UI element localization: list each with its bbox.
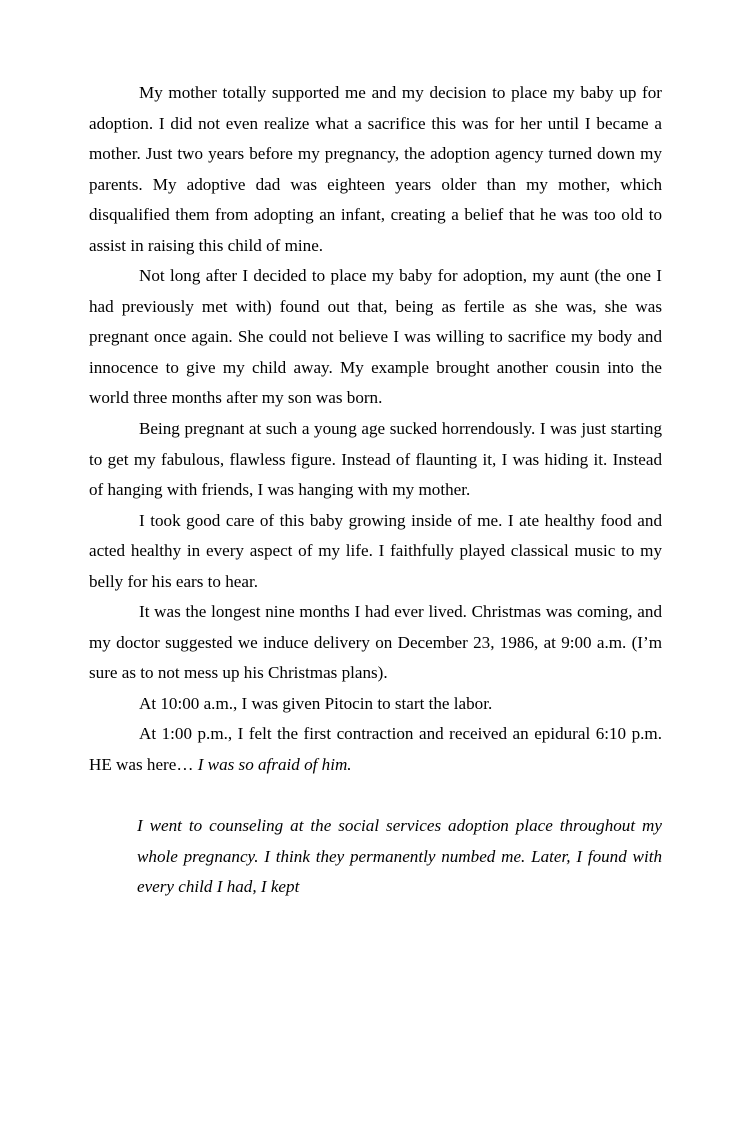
paragraph-mother-supported: My mother totally supported me and my decision to place my baby up for adoption. I did not even realize what a sacrifice this was for her until I became a mother. Just two years before my pregnancy, the adoption agency turned down my parents. My adoptive dad was eighteen years older than my mother, which disqualified them from adopting an infant, creating a belief that he was too old to assist in raising this child of mine. bbox=[89, 83, 662, 255]
paragraph-being-pregnant: Being pregnant at such a young age sucked horrendously. I was just starting to get my fabulous, flawless figure. Instead of flaunting it, I was hiding it. Instead of hanging with friends, I was hanging with my mother. bbox=[89, 419, 662, 500]
paragraph-aunt-pregnant: Not long after I decided to place my baby for adoption, my aunt (the one I had previously met with) found out that, being as fertile as she was, she was pregnant once again. She could not believe I was willing to sacrifice my body and innocence to give my child away. My example brought another cousin into the world three months after my son was born. bbox=[89, 266, 662, 408]
paragraph-good-care: I took good care of this baby growing inside of me. I ate healthy food and acted healthy in every aspect of my life. I faithfully played classical music to my belly for his ears to hear. bbox=[89, 510, 662, 591]
paragraph-epidural-plain: At 1:00 p.m., I felt the first contraction and received an epidural 6:10 p.m. HE was here… bbox=[89, 724, 662, 775]
text-column bbox=[89, 78, 662, 903]
paragraph-longest-nine-months: It was the longest nine months I had ever lived. Christmas was coming, and my doctor suggested we induce delivery on December 23, 1986, at 9:00 a.m. (I’m sure as to not mess up his Christmas plans). bbox=[89, 602, 662, 683]
block-quote-text: I went to counseling at the social services adoption place throughout my whole pregnancy. I think they permanently numbed me. Later, I found with every child I had, I kept bbox=[137, 816, 662, 897]
block-quote-counseling bbox=[137, 811, 662, 903]
paragraph-epidural bbox=[89, 719, 662, 780]
paragraph-pitocin: At 10:00 a.m., I was given Pitocin to start the labor. bbox=[139, 693, 493, 713]
paragraph-epidural-italic-phrase: I was so afraid of him. bbox=[197, 755, 352, 775]
